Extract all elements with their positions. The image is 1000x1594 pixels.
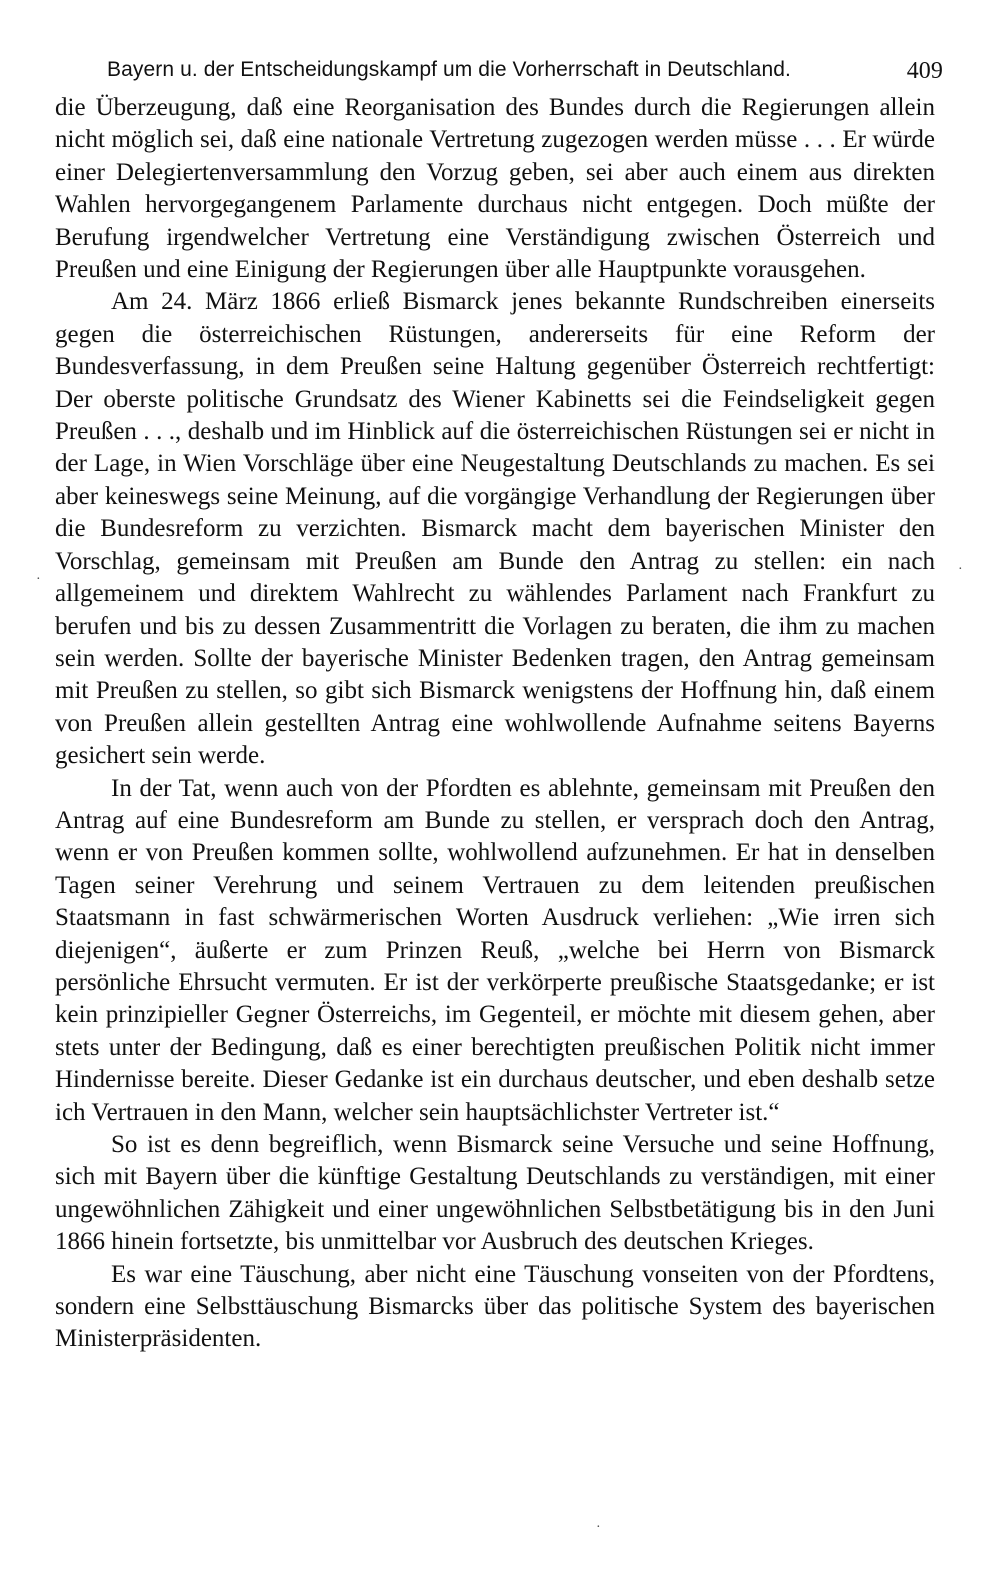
page-header bbox=[55, 58, 943, 92]
paragraph-2: Am 24. März 1866 erließ Bismarck jenes bekannte Rundschreiben einerseits gegen die österreichischen Rüstungen, andererseits für eine Reform der Bundesverfassung, in dem Preußen seine Haltung gegenüber Österreich rechtfertigt: Der oberste politische Grundsatz des Wiener Kabinetts sei die Feindseligkeit gegen Preußen . . ., deshalb und im Hinblick auf die österreichischen Rüstungen sei er nicht in der Lage, in Wien Vorschläge über eine Neugestaltung Deutschlands zu machen. Es sei aber keineswegs seine Meinung, auf die vorgängige Verhandlung der Regierungen über die Bundesreform zu verzichten. Bismarck macht dem bayerischen Minister den Vorschlag, gemeinsam mit Preußen am Bunde den Antrag zu stellen: ein nach allgemeinem und direktem Wahlrecht zu wählendes Parlament nach Frankfurt zu berufen und bis zu dessen Zusammentritt die Vorlagen zu beraten, die ihm zu machen sein werden. Sollte der bayerische Minister Bedenken tragen, den Antrag gemeinsam mit Preußen zu stellen, so gibt sich Bismarck wenigstens der Hoffnung hin, daß einem von Preußen allein gestellten Antrag eine wohlwollende Aufnahme seitens Bayerns gesichert sein werde. bbox=[55, 288, 935, 770]
paragraph-5: Es war eine Täuschung, aber nicht eine Täuschung vonseiten von der Pfordtens, sondern eine Selbsttäuschung Bismarcks über das politische System des bayerischen Ministerpräsidenten. bbox=[55, 1260, 935, 1353]
paragraph-3: In der Tat, wenn auch von der Pfordten es ablehnte, gemeinsam mit Preußen den Antrag auf eine Bundesreform am Bunde zu stellen, er versprach doch den Antrag, wenn er von Preußen kommen sollte, wohlwollend aufzunehmen. Er hat in denselben Tagen seiner Verehrung und seinem Vertrauen zu dem leitenden preußischen Staatsmann in fast schwärmerischen Worten Ausdruck verliehen: „Wie irren sich diejenigen“, äußerte er zum Prinzen Reuß, „welche bei Herrn von Bismarck persönliche Ehrsucht vermuten. Er ist der verkörperte preußische Staatsgedanke; er ist kein prinzipieller Gegner Österreichs, im Gegenteil, er möchte mit diesem gehen, aber stets unter der Bedingung, daß es einer berechtigten preußischen Politik nicht immer Hindernisse bereite. Dieser Gedanke ist ein durchaus deutscher, und eben deshalb setze ich Vertrauen in den Mann, welcher sein hauptsächlichster Vertreter ist.“ bbox=[55, 774, 935, 1126]
page-number: 409 bbox=[906, 58, 943, 84]
paragraph-1: die Überzeugung, daß eine Reorganisation des Bundes durch die Regierungen allein nicht möglich sei, daß eine nationale Vertretung zugezogen werden müsse . . . Er würde einer Delegiertenversammlung den Vorzug geben, sei aber auch einem aus direkten Wahlen hervorgegangenem Parlamente durchaus nicht entgegen. Doch müßte der Berufung irgendwelcher Vertretung eine Verständigung zwischen Österreich und Preußen und eine Einigung der Regierungen über alle Hauptpunkte vorausgehen. bbox=[55, 94, 935, 284]
scan-speck: · bbox=[596, 1520, 601, 1535]
running-title: Bayern u. der Entscheidungskampf um die Vorherrschaft in Deutschland. bbox=[107, 58, 791, 81]
paragraph-4: So ist es denn begreiflich, wenn Bismarck seine Versuche und seine Hoffnung, sich mit Bayern über die künftige Gestaltung Deutschlands zu verständigen, mit einer ungewöhnlichen Zähigkeit und einer ungewöhnlichen Selbstbetätigung bis in den Juni 1866 hinein fortsetzte, bis unmittelbar vor Ausbruch des deutschen Krieges. bbox=[55, 1131, 935, 1256]
book-page bbox=[55, 58, 943, 1356]
scan-speck: · bbox=[958, 562, 963, 577]
scan-speck: · bbox=[36, 572, 41, 587]
body-text bbox=[55, 92, 935, 1356]
